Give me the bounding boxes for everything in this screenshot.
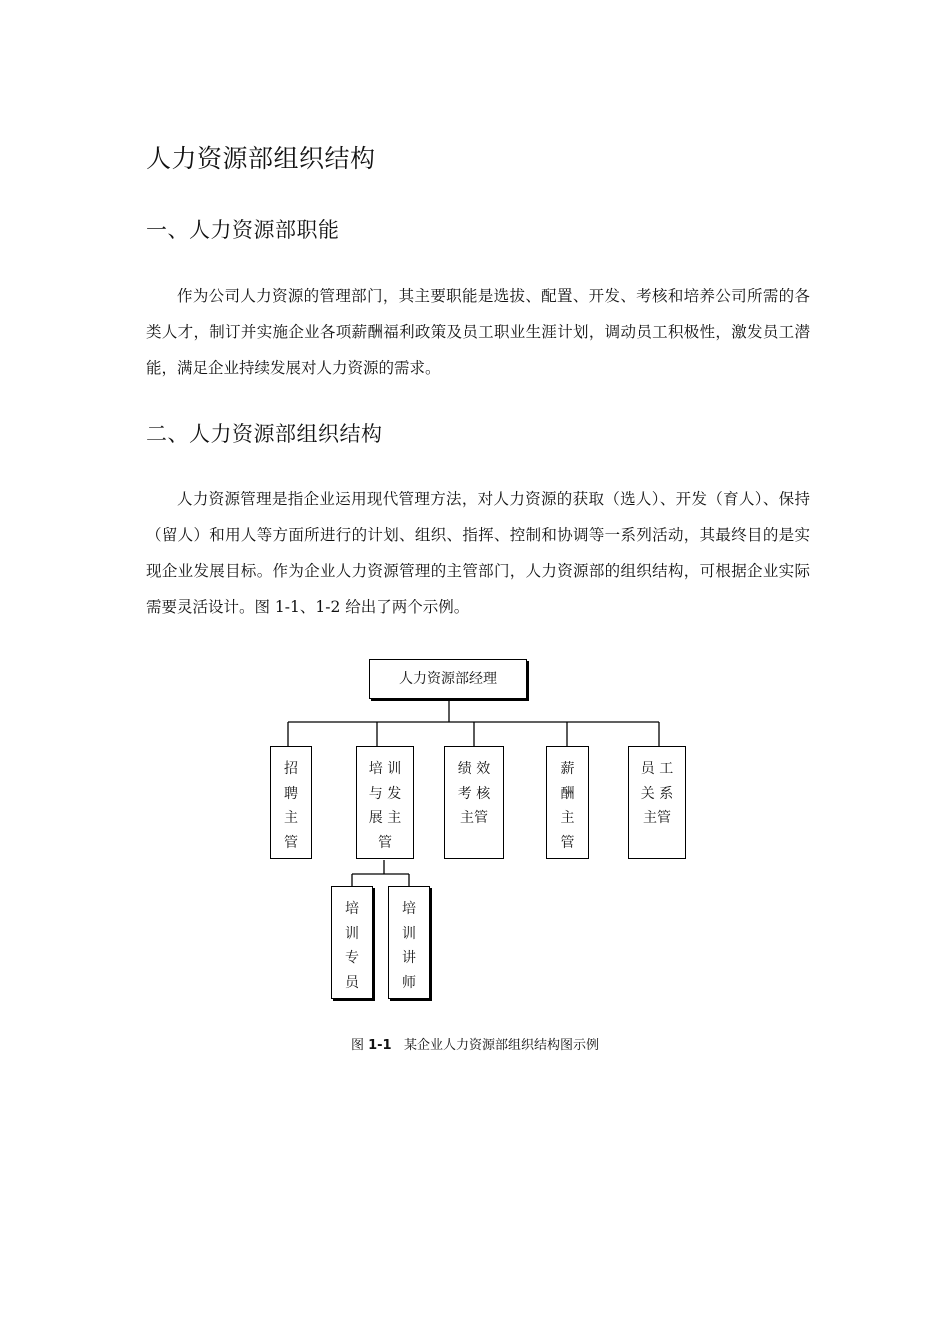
org-label-performance: 绩 效 考 核 主管 — [457, 761, 491, 826]
org-label-recruitment: 招 聘 主 管 — [284, 761, 298, 851]
org-box-recruitment — [270, 746, 312, 859]
paragraph-structure: 人力资源管理是指企业运用现代管理方法，对人力资源的获取（选人）、开发（育人）、保持（留人）和用人等方面所进行的计划、组织、指挥、控制和协调等一系列活动，其最终目的是实现企业发展目标。作为企业人力资源管理的主管部门，人力资源部的组织结构，可根据企业实际需要灵活设计。图 1-1、1-2 给出了两个示例。 — [146, 490, 810, 616]
caption-prefix: 图 — [350, 1038, 369, 1053]
org-label-training-instructor: 培 训 讲 师 — [402, 901, 416, 991]
caption-number: 1-1 — [368, 1038, 392, 1053]
org-box-training-specialist — [331, 886, 373, 999]
org-box-training-development — [356, 746, 414, 859]
paragraph-functions: 作为公司人力资源的管理部门，其主要职能是选拔、配置、开发、考核和培养公司所需的各类人才，制订并实施企业各项薪酬福利政策及员工职业生涯计划，调动员工积极性，激发员工潜能，满足企业持续发展对人力资源的需求。 — [146, 287, 810, 377]
org-label-hr-manager: 人力资源部经理 — [399, 671, 497, 687]
org-box-performance — [444, 746, 504, 859]
org-box-compensation — [546, 746, 589, 859]
org-box-training-instructor — [388, 886, 430, 999]
section-heading-functions: 一、人力资源部职能 — [146, 218, 340, 242]
org-box-hr-manager — [369, 659, 527, 699]
org-label-training-specialist: 培 训 专 员 — [345, 901, 359, 991]
document-title: 人力资源部组织结构 — [146, 144, 376, 173]
org-label-employee-relations: 员 工 关 系 主管 — [640, 761, 674, 826]
org-label-compensation: 薪 酬 主 管 — [560, 761, 575, 851]
org-box-employee-relations — [628, 746, 686, 859]
caption-text: 某企业人力资源部组织结构图示例 — [404, 1038, 600, 1053]
figure-caption — [0, 1034, 950, 1053]
org-label-training-development: 培 训 与 发 展 主 管 — [368, 761, 402, 851]
section-heading-structure: 二、人力资源部组织结构 — [146, 422, 383, 446]
